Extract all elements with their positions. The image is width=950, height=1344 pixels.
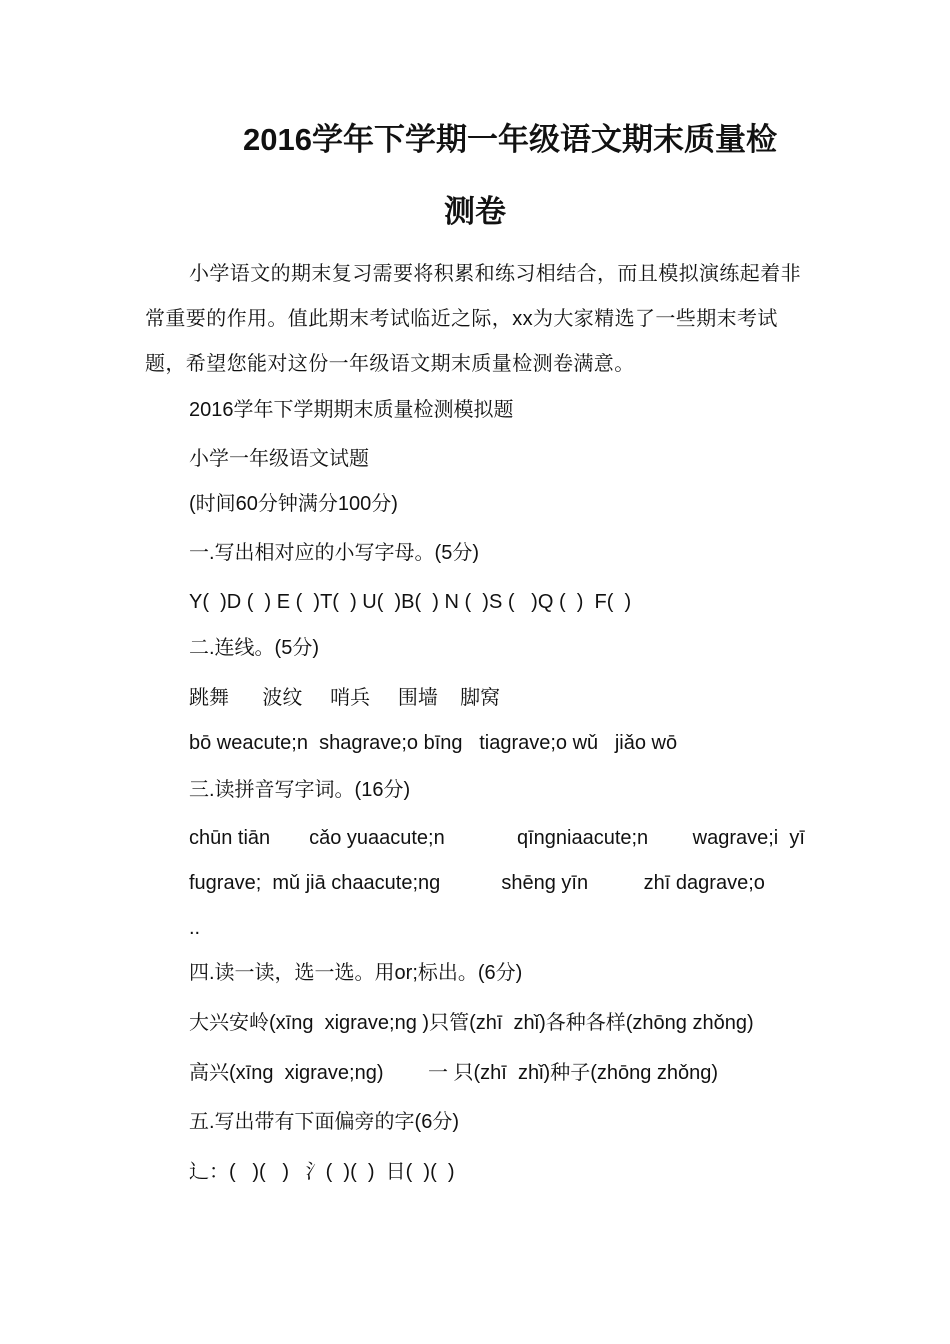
section-4-row2: 高兴(xīng xigrave;ng) 一 只(zhī zhǐ)种子(zhōng zhǒng)	[189, 1062, 719, 1084]
exam-heading: 2016学年下学期期末质量检测模拟题	[189, 399, 514, 421]
section-4-heading: 四.读一读，选一选。用or;标出。(6分)	[189, 962, 523, 984]
section-4-row1: 大兴安岭(xīng xigrave;ng )只管(zhī zhǐ)各种各样(zhōng zhǒng)	[189, 1012, 754, 1034]
exam-subtitle: 小学一年级语文试题	[189, 448, 369, 470]
section-3-heading: 三.读拼音写字词。(16分)	[189, 779, 411, 801]
section-3-pinyin-row2: fugrave; mǔ jiā chaacute;ng shēng yīn zhī dagrave;o	[189, 872, 765, 894]
section-2-words: 跳舞 波纹 哨兵 围墙 脚窝	[189, 687, 501, 709]
exam-time-note: (时间60分钟满分100分)	[189, 493, 398, 515]
section-3-ellipsis: ..	[189, 917, 201, 939]
section-1-heading: 一.写出相对应的小写字母。(5分)	[189, 542, 479, 564]
section-3-pinyin-row1: chūn tiān cǎo yuaacute;n qīngniaacute;n wagrave;i yī	[189, 827, 805, 849]
section-5-radicals: 辶：( )( ) 氵( )( ) 日( )( )	[189, 1161, 455, 1183]
section-1-letters: Y( )D ( ) E ( )T( ) U( )B( ) N ( )S ( )Q ( ) F( )	[189, 591, 632, 613]
document-title-line1: 2016学年下学期一年级语文期末质量检	[243, 122, 777, 157]
intro-paragraph: 小学语文的期末复习需要将积累和练习相结合，而且模拟演练起着非常重要的作用。值此期末考试临近之际，xx为大家精选了一些期末考试题，希望您能对这份一年级语文期末质量检测卷满意。	[145, 263, 801, 375]
section-2-pinyin: bō weacute;n shagrave;o bīng tiagrave;o wǔ jiǎo wō	[189, 732, 678, 754]
section-2-heading: 二.连线。(5分)	[189, 637, 319, 659]
document-title-line2: 测卷	[444, 194, 506, 229]
section-5-heading: 五.写出带有下面偏旁的字(6分)	[189, 1111, 459, 1133]
